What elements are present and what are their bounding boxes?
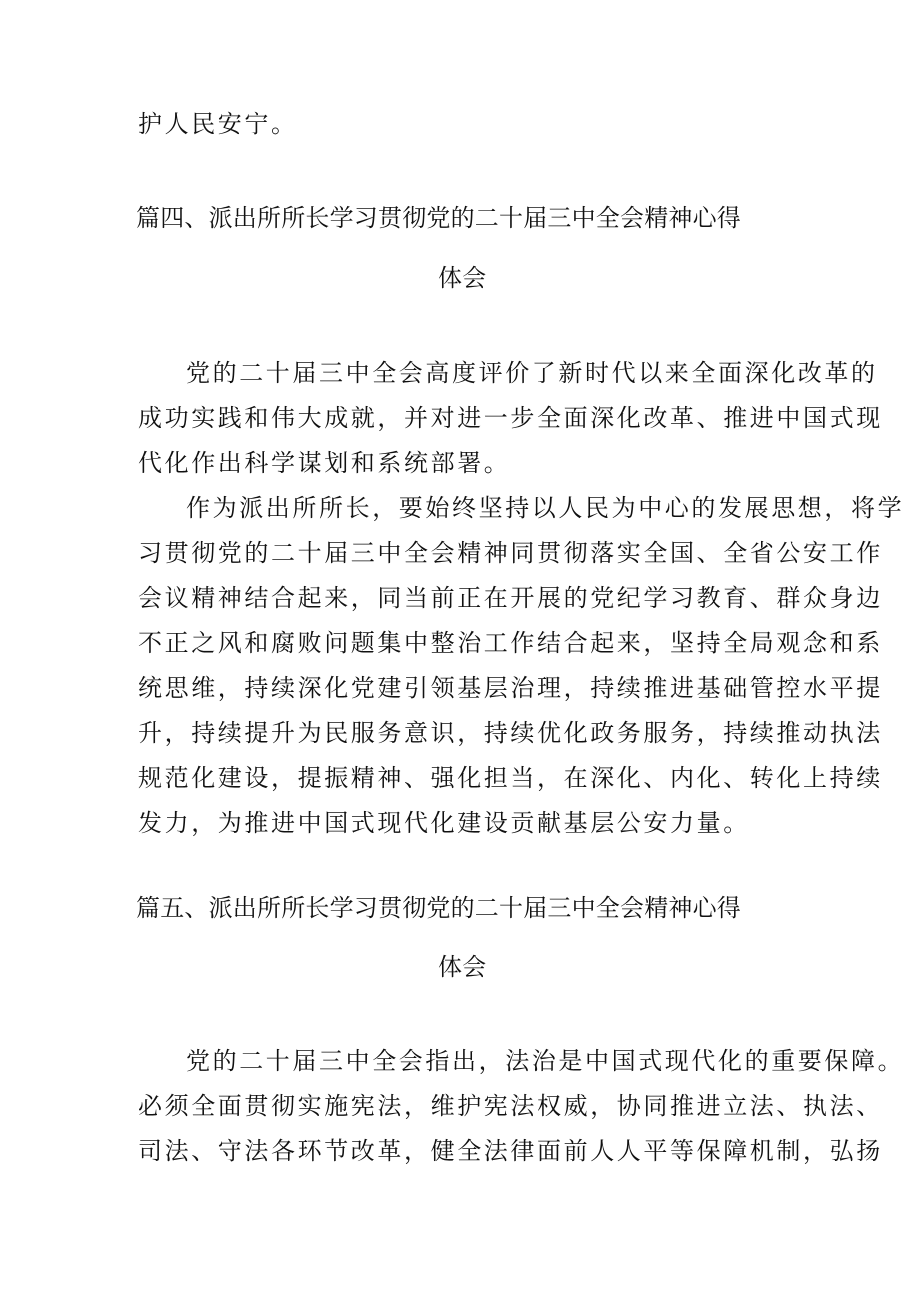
- section-5-heading-continued: 体会: [438, 953, 487, 981]
- section-4-heading-continued: 体会: [438, 264, 487, 292]
- section-5-heading: 篇五、派出所所长学习贯彻党的二十届三中全会精神心得: [136, 894, 741, 922]
- paragraph-line: 代化作出科学谋划和系统部署。: [138, 449, 511, 477]
- paragraph-line: 必须全面贯彻实施宪法，维护宪法权威，协同推进立法、执法、: [138, 1092, 883, 1120]
- section-4-heading: 篇四、派出所所长学习贯彻党的二十届三中全会精神心得: [136, 204, 741, 232]
- paragraph-line: 不正之风和腐败问题集中整治工作结合起来，坚持全局观念和系: [138, 629, 883, 657]
- paragraph-line: 党的二十届三中全会指出，法治是中国式现代化的重要保障。: [186, 1047, 905, 1075]
- paragraph-line: 护人民安宁。: [138, 110, 298, 138]
- paragraph-line: 升，持续提升为民服务意识，持续优化政务服务，持续推动执法: [138, 719, 883, 747]
- paragraph-line: 成功实践和伟大成就，并对进一步全面深化改革、推进中国式现: [138, 404, 883, 432]
- paragraph-line: 统思维，持续深化党建引领基层治理，持续推进基础管控水平提: [138, 674, 883, 702]
- paragraph-line: 司法、守法各环节改革，健全法律面前人人平等保障机制，弘扬: [138, 1137, 883, 1165]
- paragraph-line: 会议精神结合起来，同当前正在开展的党纪学习教育、群众身边: [138, 584, 883, 612]
- paragraph-line: 作为派出所所长，要始终坚持以人民为中心的发展思想，将学: [186, 494, 905, 522]
- paragraph-line: 发力，为推进中国式现代化建设贡献基层公安力量。: [138, 809, 750, 837]
- paragraph-line: 规范化建设，提振精神、强化担当，在深化、内化、转化上持续: [138, 764, 883, 792]
- paragraph-line: 习贯彻党的二十届三中全会精神同贯彻落实全国、全省公安工作: [138, 539, 883, 567]
- paragraph-line: 党的二十届三中全会高度评价了新时代以来全面深化改革的: [186, 359, 878, 387]
